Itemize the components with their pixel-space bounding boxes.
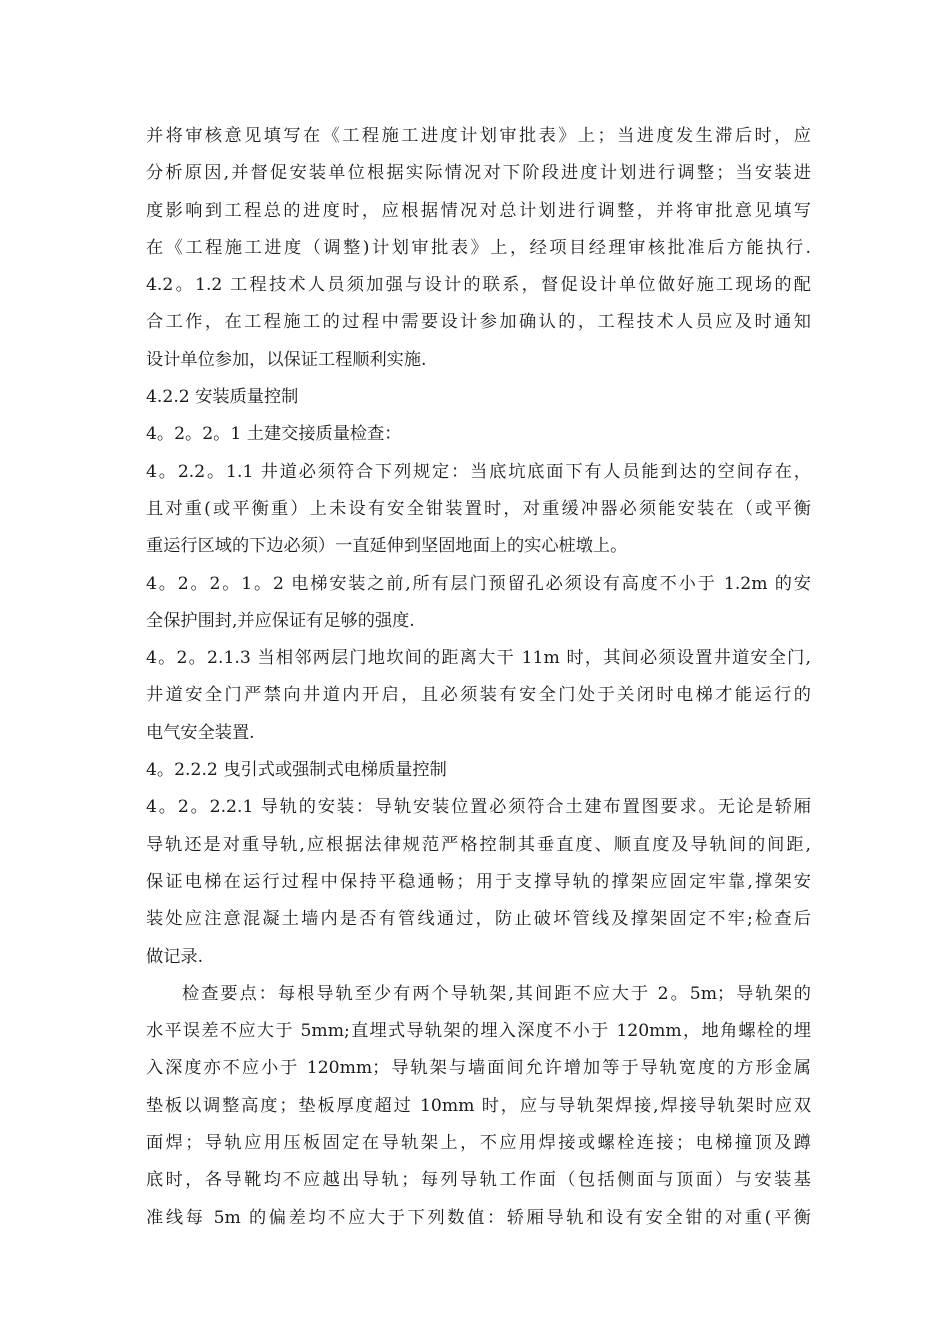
text-line: 4.2.2 安装质量控制	[146, 387, 299, 408]
text-line: 面焊；导轨应用压板固定在导轨架上，不应用焊接或螺栓连接；电梯撞顶及蹲	[146, 1133, 811, 1154]
text-line: 底时，各导靴均不应越出导轨；每列导轨工作面（包括侧面与顶面）与安装基	[146, 1170, 811, 1191]
text-line: 水平误差不应大于 5mm;直埋式导轨架的埋入深度不小于 120mm，地角螺栓的埋	[146, 1021, 811, 1042]
text-line: 度影响到工程总的进度时，应根据情况对总计划进行调整，并将审批意见填写	[146, 200, 811, 221]
text-line: 在《工程施工进度（调整)计划审批表》上，经项目经理审核批准后方能执行.	[146, 237, 811, 258]
text-line: 4。2。2.2.1 导轨的安装：导轨安装位置必须符合土建布置图要求。无论是轿厢	[146, 797, 811, 818]
text-line: 4。2。2。1。2 电梯安装之前,所有层门预留孔必须设有高度不小于 1.2m 的安	[146, 573, 811, 594]
text-line: 做记录.	[146, 946, 204, 967]
text-line: 4。2.2.2 曳引式或强制式电梯质量控制	[146, 760, 447, 781]
text-line: 电气安全装置.	[146, 722, 255, 743]
text-line: 井道安全门严禁向井道内开启，且必须装有安全门处于关闭时电梯才能运行的	[146, 685, 811, 706]
text-line: 设计单位参加，以保证工程顺利实施.	[146, 349, 427, 370]
text-line: 准线每 5m 的偏差均不应大于下列数值：轿厢导轨和设有安全钳的对重(平衡	[146, 1207, 811, 1228]
text-line: 入深度亦不应小于 120mm；导轨架与墙面间允许增加等于导轨宽度的方形金属	[146, 1058, 811, 1079]
text-line: 检查要点：每根导轨至少有两个导轨架,其间距不应大于 2。5m；导轨架的	[182, 983, 811, 1004]
text-line: 4.2。1.2 工程技术人员须加强与设计的联系，督促设计单位做好施工现场的配	[146, 275, 811, 296]
document-body	[146, 118, 811, 1237]
text-line: 且对重(或平衡重）上未设有安全钳装置时，对重缓冲器必须能安装在（或平衡	[146, 498, 811, 519]
text-line: 导轨还是对重导轨,应根据法律规范严格控制其垂直度、顺直度及导轨间的间距,	[146, 834, 811, 855]
text-line: 保证电梯在运行过程中保持平稳通畅；用于支撑导轨的撑架应固定牢靠,撑架安	[146, 871, 811, 892]
text-line: 4。2。2.1.3 当相邻两层门地坎间的距离大干 11m 时，其间必须设置井道安全门,	[146, 648, 811, 669]
text-line: 全保护围封,并应保证有足够的强度.	[146, 610, 415, 631]
text-line: 垫板以调整高度；垫板厚度超过 10mm 时，应与导轨架焊接,焊接导轨架时应双	[146, 1095, 811, 1116]
text-line: 并将审核意见填写在《工程施工进度计划审批表》上；当进度发生滞后时，应	[146, 126, 811, 146]
text-line: 重运行区域的下边必须）一直延伸到坚固地面上的实心桩墩上。	[146, 536, 628, 557]
text-line: 装处应注意混凝土墙内是否有管线通过，防止破坏管线及撑架固定不牢;检查后	[146, 909, 811, 930]
text-line: 4。2。2。1 土建交接质量检查：	[146, 424, 402, 445]
text-line: 合工作，在工程施工的过程中需要设计参加确认的，工程技术人员应及时通知	[146, 312, 811, 333]
text-line: 4。2.2。1.1 井道必须符合下列规定：当底坑底面下有人员能到达的空间存在，	[146, 461, 811, 482]
text-line: 分析原因,并督促安装单位根据实际情况对下阶段进度计划进行调整；当安装进	[146, 163, 811, 184]
